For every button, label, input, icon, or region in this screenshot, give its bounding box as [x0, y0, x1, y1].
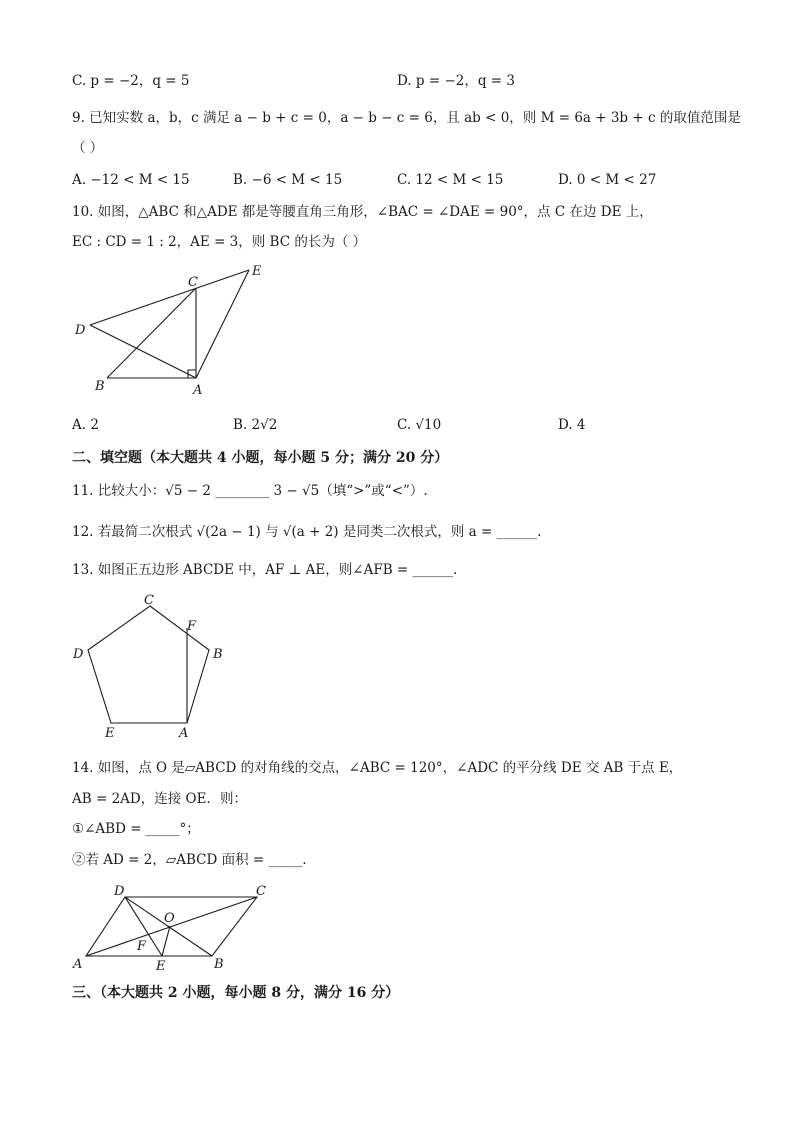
q14-label-a: A: [73, 957, 83, 972]
q10-stem-line1: 10. 如图，△ABC 和△ADE 都是等腰直角三角形，∠BAC = ∠DAE = 90°，点 C 在边 DE 上，: [72, 204, 653, 220]
q14-label-d: D: [114, 884, 125, 899]
q13-label-c: C: [144, 593, 154, 608]
q10-label-d: D: [75, 323, 86, 338]
q10-figure: [70, 262, 270, 400]
q9-stem: 9. 已知实数 a，b，c 满足 a − b + c = 0，a − b − c = 6，且 ab < 0，则 M = 6a + 3b + c 的取值范围是: [72, 110, 741, 126]
q14-label-b: B: [214, 957, 224, 972]
q14-stem-line1: 14. 如图，点 O 是▱ABCD 的对角线的交点，∠ABC = 120°，∠ADC 的平分线 DE 交 AB 于点 E，: [72, 760, 683, 776]
q13-label-a: A: [179, 726, 189, 740]
q14-part2: ②若 AD = 2，▱ABCD 面积 = _____.: [72, 852, 307, 868]
q14-label-e: E: [156, 959, 166, 974]
q10-segment-da: [90, 325, 196, 378]
q10-label-a: A: [193, 383, 203, 398]
q14-segment-oe: [162, 926, 170, 956]
q14-diagonal-ac: [86, 897, 257, 956]
q10-option-d: D. 4: [558, 417, 586, 433]
q13-figure: [70, 590, 240, 740]
q10-label-e: E: [252, 264, 262, 279]
q14-label-c: C: [256, 884, 266, 899]
section3-title: 三、（本大题共 2 小题，每小题 8 分，满分 16 分）: [72, 985, 400, 1001]
q14-stem-line2: AB = 2AD，连接 OE．则：: [72, 791, 247, 807]
section2-title: 二、填空题（本大题共 4 小题，每小题 5 分；满分 20 分）: [72, 450, 449, 466]
q14-label-f: F: [137, 939, 147, 954]
q13-label-f: F: [187, 619, 197, 634]
q8-option-c: C. p = −2，q = 5: [72, 73, 190, 89]
q10-segment-ea: [196, 270, 249, 378]
q10-label-c: C: [188, 275, 198, 290]
q9-option-c: C. 12 < M < 15: [397, 172, 504, 188]
q10-stem-line2: EC : CD = 1 : 2，AE = 3，则 BC 的长为（ ）: [72, 234, 367, 250]
q12-stem: 12. 若最简二次根式 √(2a − 1) 与 √(a + 2) 是同类二次根式，则 a = ______.: [72, 524, 542, 540]
q13-label-e: E: [105, 726, 115, 740]
q10-segment-de: [90, 270, 249, 325]
q13-label-d: D: [73, 647, 84, 662]
q9-option-b: B. −6 < M < 15: [233, 172, 343, 188]
q13-stem: 13. 如图正五边形 ABCDE 中，AF ⊥ AE，则∠AFB = ______.: [72, 562, 458, 578]
q11-stem: 11. 比较大小：√5 − 2 ________ 3 − √5（填“>”或“<”）.: [72, 483, 428, 499]
q14-label-o: O: [164, 911, 175, 926]
q10-label-b: B: [95, 379, 105, 394]
q10-option-c: C. √10: [397, 417, 442, 433]
q9-option-d: D. 0 < M < 27: [558, 172, 657, 188]
q14-part1: ①∠ABD = _____°；: [72, 821, 200, 837]
q10-option-a: A. 2: [72, 417, 99, 433]
q10-option-b: B. 2√2: [233, 417, 278, 433]
q13-label-b: B: [213, 647, 223, 662]
q14-figure: [70, 880, 280, 975]
q9-paren: （ ）: [72, 140, 104, 156]
q8-option-d: D. p = −2，q = 3: [397, 73, 515, 89]
q10-segment-cb: [107, 288, 196, 378]
q9-option-a: A. −12 < M < 15: [72, 172, 190, 188]
